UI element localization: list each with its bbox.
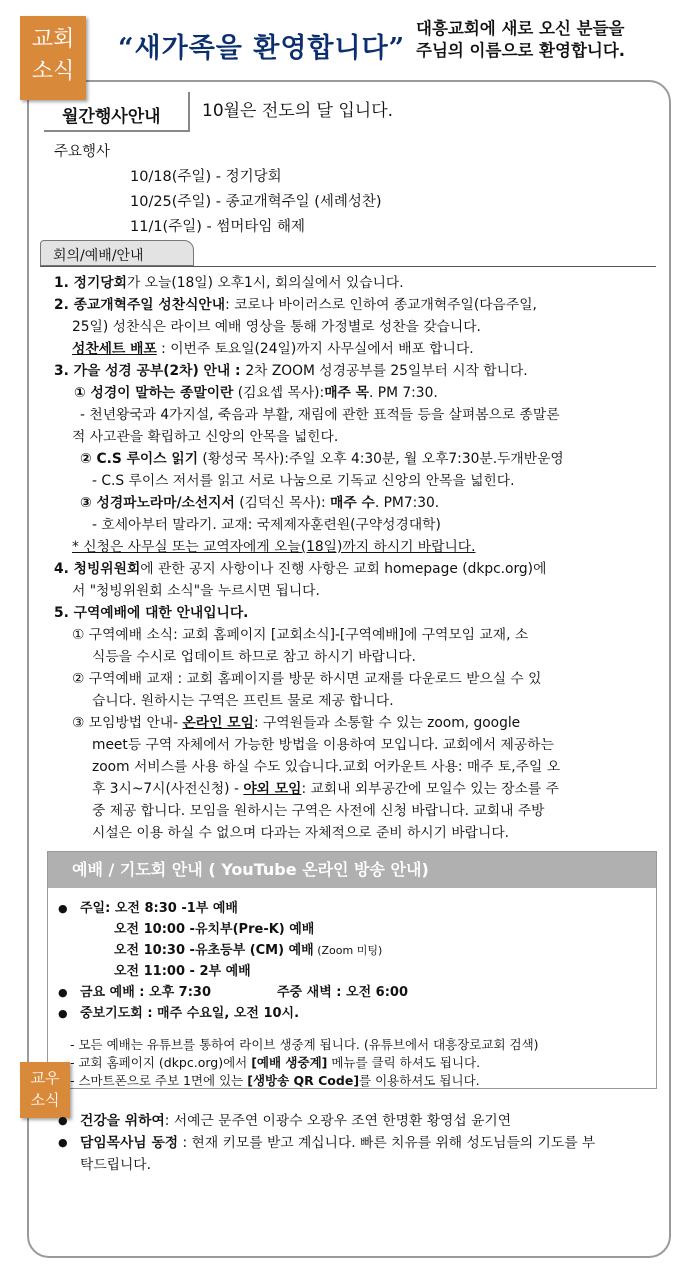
subtitle-line: 대흥교회에 새로 오신 분들을 [416, 19, 625, 38]
sunday-service-item: 오전 11:00 - 2부 예배 [114, 964, 251, 979]
group-2-cont: 습니다. 원하시는 구역은 프린트 물로 제공 합니다. [92, 693, 394, 709]
intercession-meeting: ● 중보기도회 : 매주 수요일, 오전 10시. [54, 1003, 656, 1024]
group-3: ③ 모임방법 안내- 온라인 모임: 구역원들과 소통할 수 있는 zoom, google [72, 715, 521, 731]
pastor-news-cont: 탁드립니다. [80, 1157, 152, 1173]
monthly-theme: 10월은 전도의 달 입니다. [202, 101, 394, 121]
notice-2-sets: 성찬세트 배포 : 이번주 토요일(24일)까지 사무실에서 배포 합니다. [72, 341, 474, 357]
health-prayer: ● 건강을 위하여: 서예근 문주연 이광수 오광우 조연 한명환 황영섭 윤기연 [54, 1110, 664, 1132]
worship-box-header: 예배 / 기도회 안내 ( YouTube 온라인 방송 안내) [48, 852, 656, 888]
group-3-cont: 중 제공 합니다. 모임을 원하시는 구역은 사전에 신청 바랍니다. 교회내 주방 [92, 803, 545, 819]
group-3-cont: meet등 구역 자체에서 가능한 방법을 이용하여 모입니다. 교회에서 제공하는 [92, 737, 554, 753]
note-item: - 교회 홈페이지 (dkpc.org)에서 [예배 생중계] 메뉴를 클릭 하셔도 됩니다. [70, 1055, 481, 1070]
note-item: - 스마트폰으로 주보 1면에 있는 [생방송 QR Code]를 이용하셔도 됩니다. [70, 1073, 480, 1088]
worship-box [47, 851, 657, 1089]
group-1-cont: 식등을 수시로 업데이트 하므로 참고 하시기 바랍니다. [92, 649, 416, 665]
section-tab-meetings: 회의/예배/안내 [40, 240, 194, 266]
prayer-requests [54, 1110, 664, 1176]
group-3-cont: zoom 서비스를 사용 하실 수도 있습니다.교회 어카운트 사용: 매주 토,주일 오 [92, 759, 561, 775]
friday-service: ● 금요 예배 : 오후 7:30 주중 새벽 : 오전 6:00 [54, 982, 656, 1003]
monthly-events-label: 월간행사안내 [44, 92, 190, 132]
event-item: 10/18(주일) - 정기당회 [130, 169, 282, 185]
badge-line: 소식 [31, 59, 75, 84]
welcome-title: “새가족을 환영합니다” [118, 33, 406, 64]
notice-2-cont: 25일) 성찬식은 라이브 예배 영상을 통해 가정별로 성찬을 갖습니다. [72, 319, 481, 335]
section-divider [40, 266, 656, 267]
badge-line: 소식 [30, 1091, 60, 1109]
course-2: ② C.S 루이스 읽기 (황성국 목사):주일 오후 4:30분, 월 오후7:30분.두개반운영 [80, 451, 564, 467]
welcome-subtitle [416, 18, 676, 62]
group-2: ② 구역예배 교재 : 교회 홈페이지를 방문 하시면 교재를 다운로드 받으실 수 있 [72, 671, 542, 687]
course-1-desc: 적 사고관을 확립하고 신앙의 안목을 넓힌다. [72, 429, 339, 445]
pastor-news: ● 담임목사님 동정 : 현재 키모를 받고 계십니다. 빠른 치유를 위해 성도님들의 기도를 부 [54, 1132, 664, 1154]
notice-5: 5. 구역예배에 대한 안내입니다. [54, 605, 249, 621]
sunday-service-item: 오전 10:00 -유치부(Pre-K) 예배 [114, 922, 315, 937]
course-3-desc: - 호세아부터 말라기. 교재: 국제제자훈련원(구약성경대학) [92, 517, 441, 533]
events-heading: 주요행사 [54, 144, 111, 160]
notice-3: 3. 가을 성경 공부(2차) 안내 : 2차 ZOOM 성경공부를 25일부터 시작 합니다. [54, 363, 528, 379]
group-1: ① 구역예배 소식: 교회 홈페이지 [교회소식]-[구역예배]에 구역모임 교재, 소 [72, 627, 529, 643]
badge-line: 교회 [31, 27, 75, 52]
church-news-badge [20, 16, 86, 100]
course-1: ① 성경이 말하는 종말이란 (김요셉 목사):매주 목. PM 7:30. [74, 385, 438, 401]
course-2-desc: - C.S 루이스 저서를 읽고 서로 나눔으로 기독교 신앙의 안목을 넓힌다. [92, 473, 515, 489]
course-1-desc: - 천년왕국과 4가지설, 죽음과 부활, 재림에 관한 표적들 등을 살펴봄으로 종말론 [80, 407, 560, 423]
event-item: 10/25(주일) - 종교개혁주일 (세례성찬) [130, 194, 382, 210]
signup-note: * 신청은 사무실 또는 교역자에게 오늘(18일)까지 하시기 바랍니다. [72, 539, 476, 555]
notice-1: 1. 정기당회가 오늘(18일) 오후1시, 회의실에서 있습니다. [54, 275, 404, 291]
badge-line: 교우 [30, 1069, 60, 1087]
sunday-service-item: 오전 10:30 -유초등부 (CM) 예배 (Zoom 미팅) [114, 943, 383, 958]
notices [54, 272, 658, 844]
note-item: - 모든 예배는 유튜브를 통하여 라이브 생중계 됩니다. (유튜브에서 대흥장로교회 검색) [70, 1037, 539, 1052]
group-3-cont: 시설은 이용 하실 수 없으며 다과는 자체적으로 준비 하시기 바랍니다. [92, 825, 510, 841]
subtitle-line: 주님의 이름으로 환영합니다. [416, 41, 626, 60]
broadcast-notes [54, 1036, 656, 1090]
notice-4-cont: 서 "청빙위원회 소식"을 누르시면 됩니다. [72, 583, 320, 599]
group-3-cont: 후 3시~7시(사전신청) - 야외 모임: 교회내 외부공간에 모일수 있는 장소를 주 [92, 781, 559, 797]
event-item: 11/1(주일) - 썸머타임 해제 [130, 219, 305, 235]
worship-schedule [48, 888, 656, 1090]
notice-2: 2. 종교개혁주일 성찬식안내: 코로나 바이러스로 인하여 종교개혁주일(다음주일, [54, 297, 537, 313]
sunday-service: ● 주일: 오전 8:30 -1부 예배 [54, 898, 656, 919]
course-3: ③ 성경파노라마/소선지서 (김덕신 목사): 매주 수. PM7:30. [80, 495, 440, 511]
main-events [54, 140, 382, 240]
dawn-service: 주중 새벽 : 오전 6:00 [277, 985, 408, 1000]
notice-4: 4. 청빙위원회에 관한 공지 사항이나 진행 사항은 교회 homepage (dkpc.org)에 [54, 561, 547, 577]
